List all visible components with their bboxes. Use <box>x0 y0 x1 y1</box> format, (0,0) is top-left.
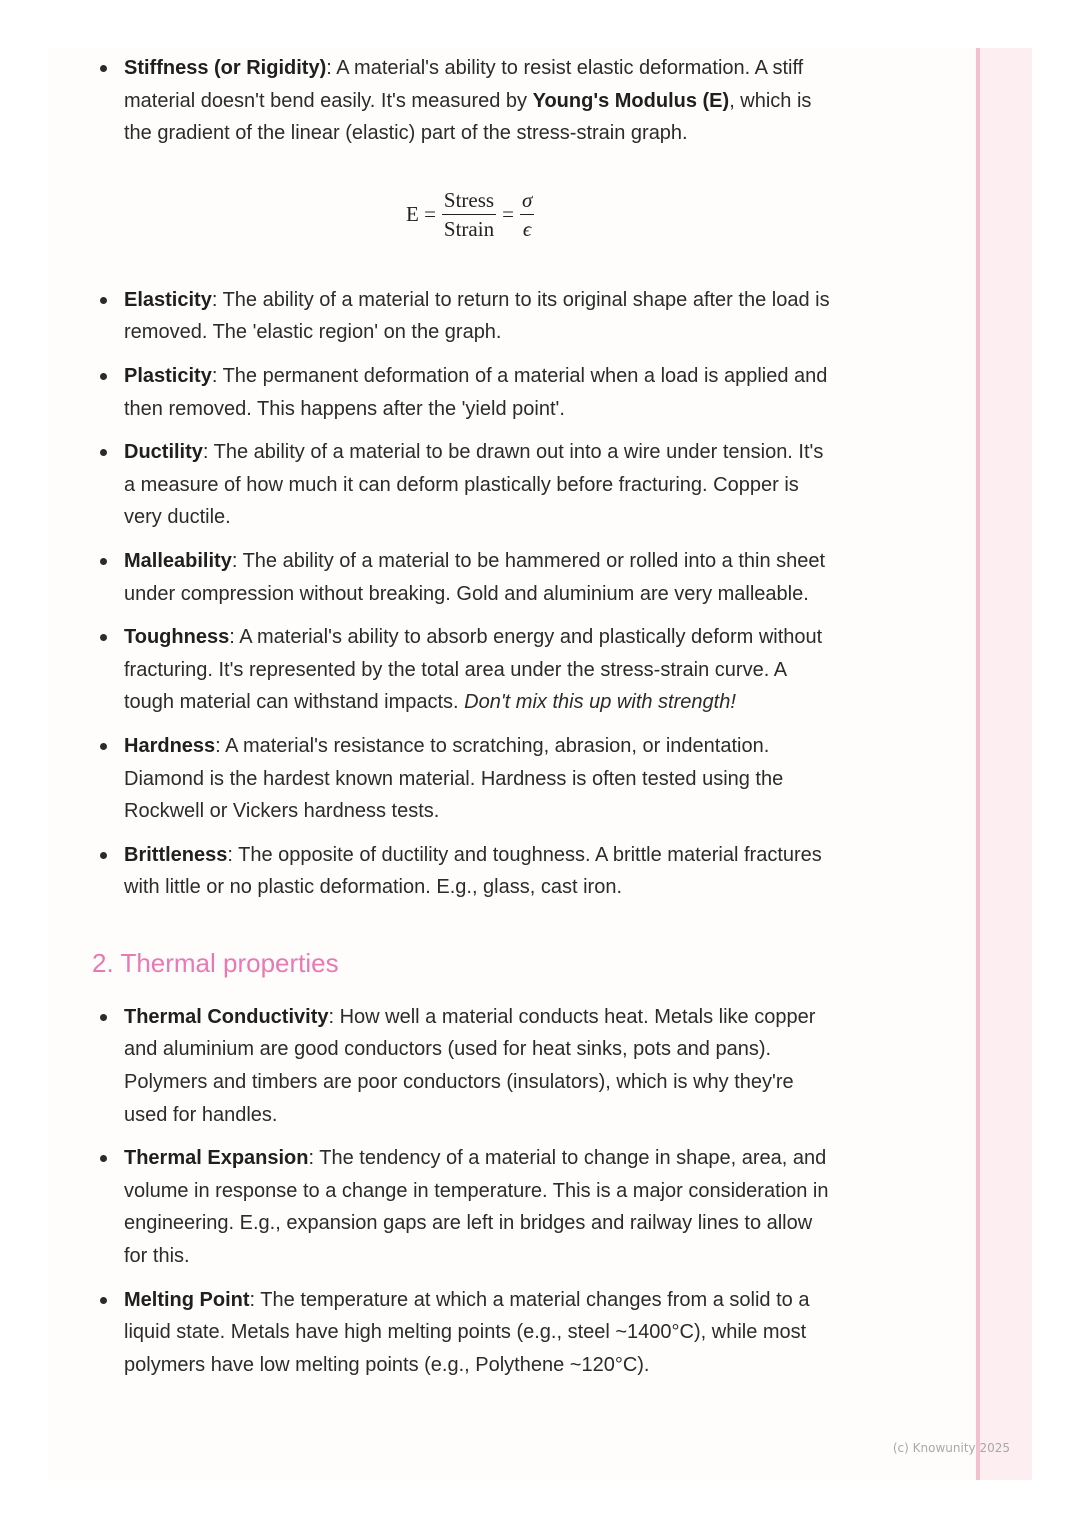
definition: : The ability of a material to return to its original shape after the load is removed. The 'elastic region' on the graph. <box>124 288 830 344</box>
formula-equals: = <box>502 202 514 227</box>
list-item-malleability <box>88 545 838 610</box>
term: Brittleness <box>124 843 228 866</box>
definition: : The permanent deformation of a material when a load is applied and then removed. This happens after the 'yield point'. <box>124 364 828 420</box>
definition: : The ability of a material to be hammered or rolled into a thin sheet under compression without breaking. Gold and aluminium are very malleable. <box>124 549 826 605</box>
note-italic: Don't mix this up with strength! <box>464 691 736 714</box>
list-item-plasticity <box>88 360 838 425</box>
mechanical-properties-list-cont <box>88 284 838 904</box>
term: Plasticity <box>124 364 212 387</box>
term: Stiffness (or Rigidity) <box>124 57 327 79</box>
list-item-brittleness <box>88 839 838 904</box>
side-panel <box>976 48 1032 1480</box>
formula-symbol-fraction <box>520 188 534 241</box>
document-content <box>88 52 838 1392</box>
formula-numerator: Stress <box>442 188 496 215</box>
side-divider <box>976 48 980 1480</box>
definition: : A material's ability to absorb energy and plastically deform without fracturing. It's represented by the total area under the stress-strain curve. A tough material can withstand impacts. <box>124 626 823 714</box>
formula-fraction <box>442 188 496 241</box>
term: Elasticity <box>124 288 212 311</box>
copyright-footer: (c) Knowunity 2025 <box>892 1441 1010 1455</box>
formula-epsilon: ϵ <box>522 217 532 242</box>
term: Ductility <box>124 441 203 464</box>
formula-lhs: E = <box>406 202 436 227</box>
definition: : The opposite of ductility and toughness. A brittle material fractures with little or no plastic deformation. E.g., glass, cast iron. <box>124 843 822 899</box>
formula-sigma: σ <box>520 188 534 215</box>
formula-denominator: Strain <box>443 217 495 242</box>
list-item-toughness <box>88 621 838 719</box>
youngs-modulus: Young's Modulus (E) <box>532 89 730 112</box>
definition: : The ability of a material to be drawn out into a wire under tension. It's a measure of how much it can deform plastically before fracturing. Copper is very ductile. <box>124 441 824 529</box>
youngs-modulus-formula <box>88 186 838 244</box>
term: Toughness <box>124 626 230 649</box>
definition: : A material's resistance to scratching, abrasion, or indentation. Diamond is the hardest known material. Hardness is often tested using the Rockwell or Vickers hardness tests. <box>124 734 784 823</box>
definition-cont: , which is the gradient of the linear (elastic) part of the stress-strain graph. <box>124 89 812 145</box>
mechanical-properties-list <box>88 52 838 150</box>
section-title-thermal: 2. Thermal properties <box>92 947 339 978</box>
term: Thermal Expansion <box>124 1147 309 1170</box>
term: Melting Point <box>124 1288 250 1311</box>
definition: : The temperature at which a material changes from a solid to a liquid state. Metals have high melting points (e.g., steel ~1400°C), while most polymers have low melting points (e.g., Polythene ~120°C). <box>124 1288 810 1376</box>
list-item-ductility <box>88 436 838 534</box>
definition: : How well a material conducts heat. Metals like copper and aluminium are good conductors (used for heat sinks, pots and pans). Polymers and timbers are poor conductors (insulators), which is why they're used for handles. <box>124 1005 816 1126</box>
list-item-thermal-expansion <box>88 1142 838 1272</box>
definition: : A material's ability to resist elastic deformation. A stiff material doesn't bend easily. It's measured by <box>124 57 804 112</box>
thermal-properties-list <box>88 1001 838 1382</box>
term: Thermal Conductivity <box>124 1005 329 1028</box>
list-item-thermal-conductivity <box>88 1001 838 1131</box>
definition: : The tendency of a material to change in shape, area, and volume in response to a change in temperature. This is a major consideration in engineering. E.g., expansion gaps are left in bridges and railway lines to allow for this. <box>124 1147 829 1268</box>
list-item-elasticity <box>88 284 838 349</box>
list-item-stiffness <box>88 52 838 150</box>
list-item-hardness <box>88 730 838 828</box>
term: Hardness <box>124 734 216 757</box>
list-item-melting-point <box>88 1284 838 1382</box>
term: Malleability <box>124 549 232 572</box>
